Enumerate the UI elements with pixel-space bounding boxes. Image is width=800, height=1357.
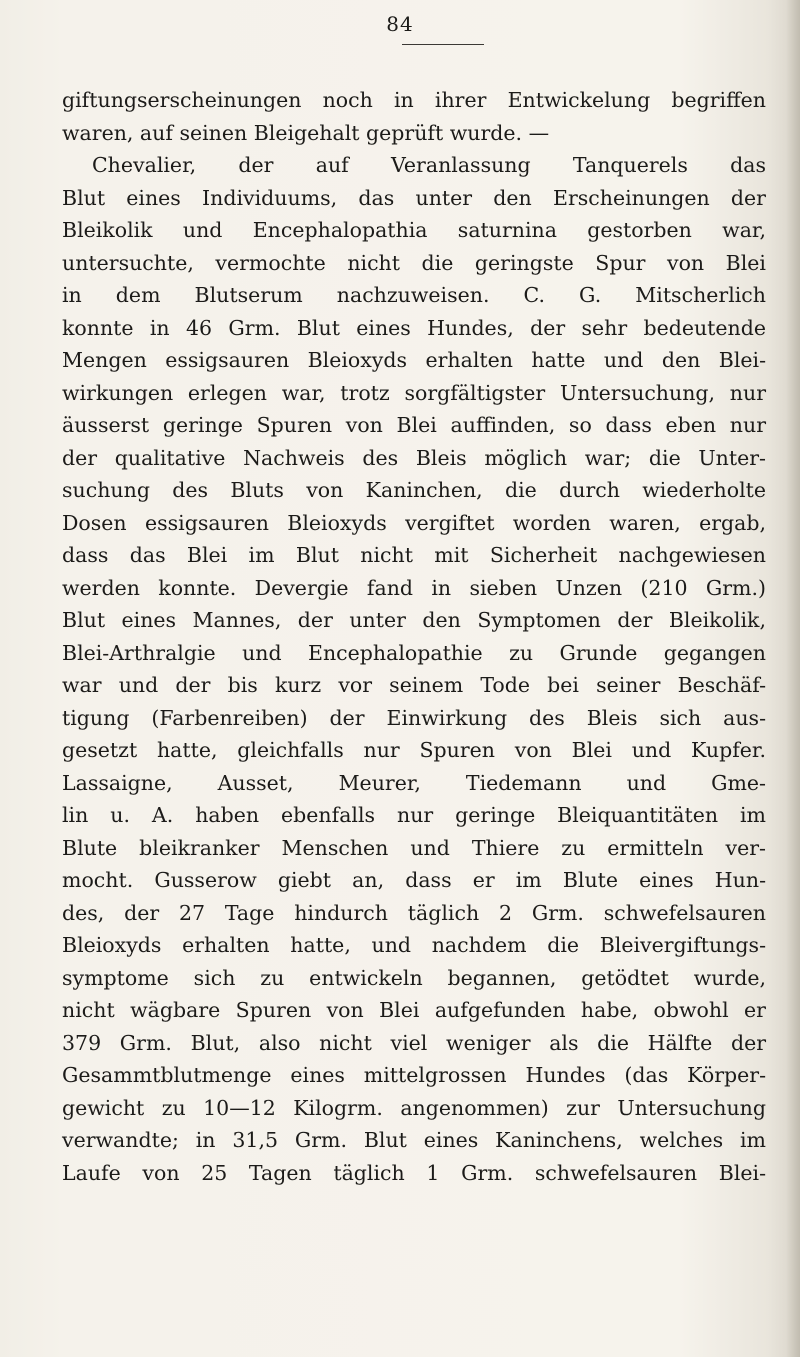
- text-line: symptome sich zu entwickeln begannen, getödtet wurde,: [62, 965, 766, 990]
- text-line: Laufe von 25 Tagen täglich 1 Grm. schwefelsauren Blei-: [62, 1160, 766, 1185]
- text-line: Blut eines Individuums, das unter den Erscheinungen der: [62, 185, 766, 210]
- text-line: des, der 27 Tage hindurch täglich 2 Grm. schwefelsauren: [62, 900, 766, 925]
- text-line: dass das Blei im Blut nicht mit Sicherheit nachgewiesen: [62, 543, 766, 567]
- text-line: konnte in 46 Grm. Blut eines Hundes, der sehr bedeutende: [62, 315, 766, 340]
- header-rule: [402, 44, 484, 45]
- text-line: Blut eines Mannes, der unter den Symptomen der Bleikolik,: [62, 608, 766, 632]
- text-line: Blute bleikranker Menschen und Thiere zu ermitteln ver-: [62, 835, 766, 860]
- text-line: Lassaigne, Ausset, Meurer, Tiedemann und Gme-: [62, 770, 766, 795]
- text-line: Bleioxyds erhalten hatte, und nachdem die Bleivergiftungs-: [62, 933, 766, 957]
- text-line: werden konnte. Devergie fand in sieben Unzen (210 Grm.): [62, 575, 766, 600]
- text-line: Mengen essigsauren Bleioxyds erhalten hatte und den Blei-: [62, 348, 766, 372]
- text-line: gesetzt hatte, gleichfalls nur Spuren von Blei und Kupfer.: [62, 738, 766, 762]
- text-line: untersuchte, vermochte nicht die geringste Spur von Blei: [62, 250, 766, 275]
- page-number: 84: [386, 12, 414, 36]
- text-line: Dosen essigsauren Bleioxyds vergiftet worden waren, ergab,: [62, 510, 766, 535]
- text-line: gewicht zu 10—12 Kilogrm. angenommen) zur Untersuchung: [62, 1095, 766, 1120]
- text-line: Bleikolik und Encephalopathia saturnina gestorben war,: [62, 218, 766, 242]
- text-line: waren, auf seinen Bleigehalt geprüft wurde. —: [62, 120, 550, 145]
- text-line: der qualitative Nachweis des Bleis möglich war; die Unter-: [62, 445, 766, 470]
- text-line: tigung (Farbenreiben) der Einwirkung des Bleis sich aus-: [62, 705, 766, 730]
- text-line: giftungserscheinungen noch in ihrer Entwickelung begriffen: [62, 88, 766, 112]
- page-edge-shadow: [786, 0, 800, 1357]
- text-line: nicht wägbare Spuren von Blei aufgefunden habe, obwohl er: [62, 998, 766, 1022]
- text-line: Blei-Arthralgie und Encephalopathie zu Grunde gegangen: [62, 640, 766, 665]
- text-line: suchung des Bluts von Kaninchen, die durch wiederholte: [62, 478, 766, 502]
- text-line: 379 Grm. Blut, also nicht viel weniger als die Hälfte der: [62, 1030, 766, 1055]
- text-line: wirkungen erlegen war, trotz sorgfältigster Untersuchung, nur: [62, 380, 766, 405]
- text-line: mocht. Gusserow giebt an, dass er im Blute eines Hun-: [62, 868, 766, 892]
- text-line: Chevalier, der auf Veranlassung Tanquerels das: [92, 153, 766, 177]
- body-text: [62, 84, 766, 1189]
- text-line: äusserst geringe Spuren von Blei auffinden, so dass eben nur: [62, 413, 766, 437]
- text-line: war und der bis kurz vor seinem Tode bei seiner Beschäf-: [62, 673, 766, 697]
- text-line: verwandte; in 31,5 Grm. Blut eines Kaninchens, welches im: [62, 1128, 766, 1152]
- text-line: lin u. A. haben ebenfalls nur geringe Bleiquantitäten im: [62, 803, 766, 827]
- text-line: in dem Blutserum nachzuweisen. C. G. Mitscherlich: [62, 283, 766, 307]
- text-line: Gesammtblutmenge eines mittelgrossen Hundes (das Körper-: [62, 1063, 766, 1087]
